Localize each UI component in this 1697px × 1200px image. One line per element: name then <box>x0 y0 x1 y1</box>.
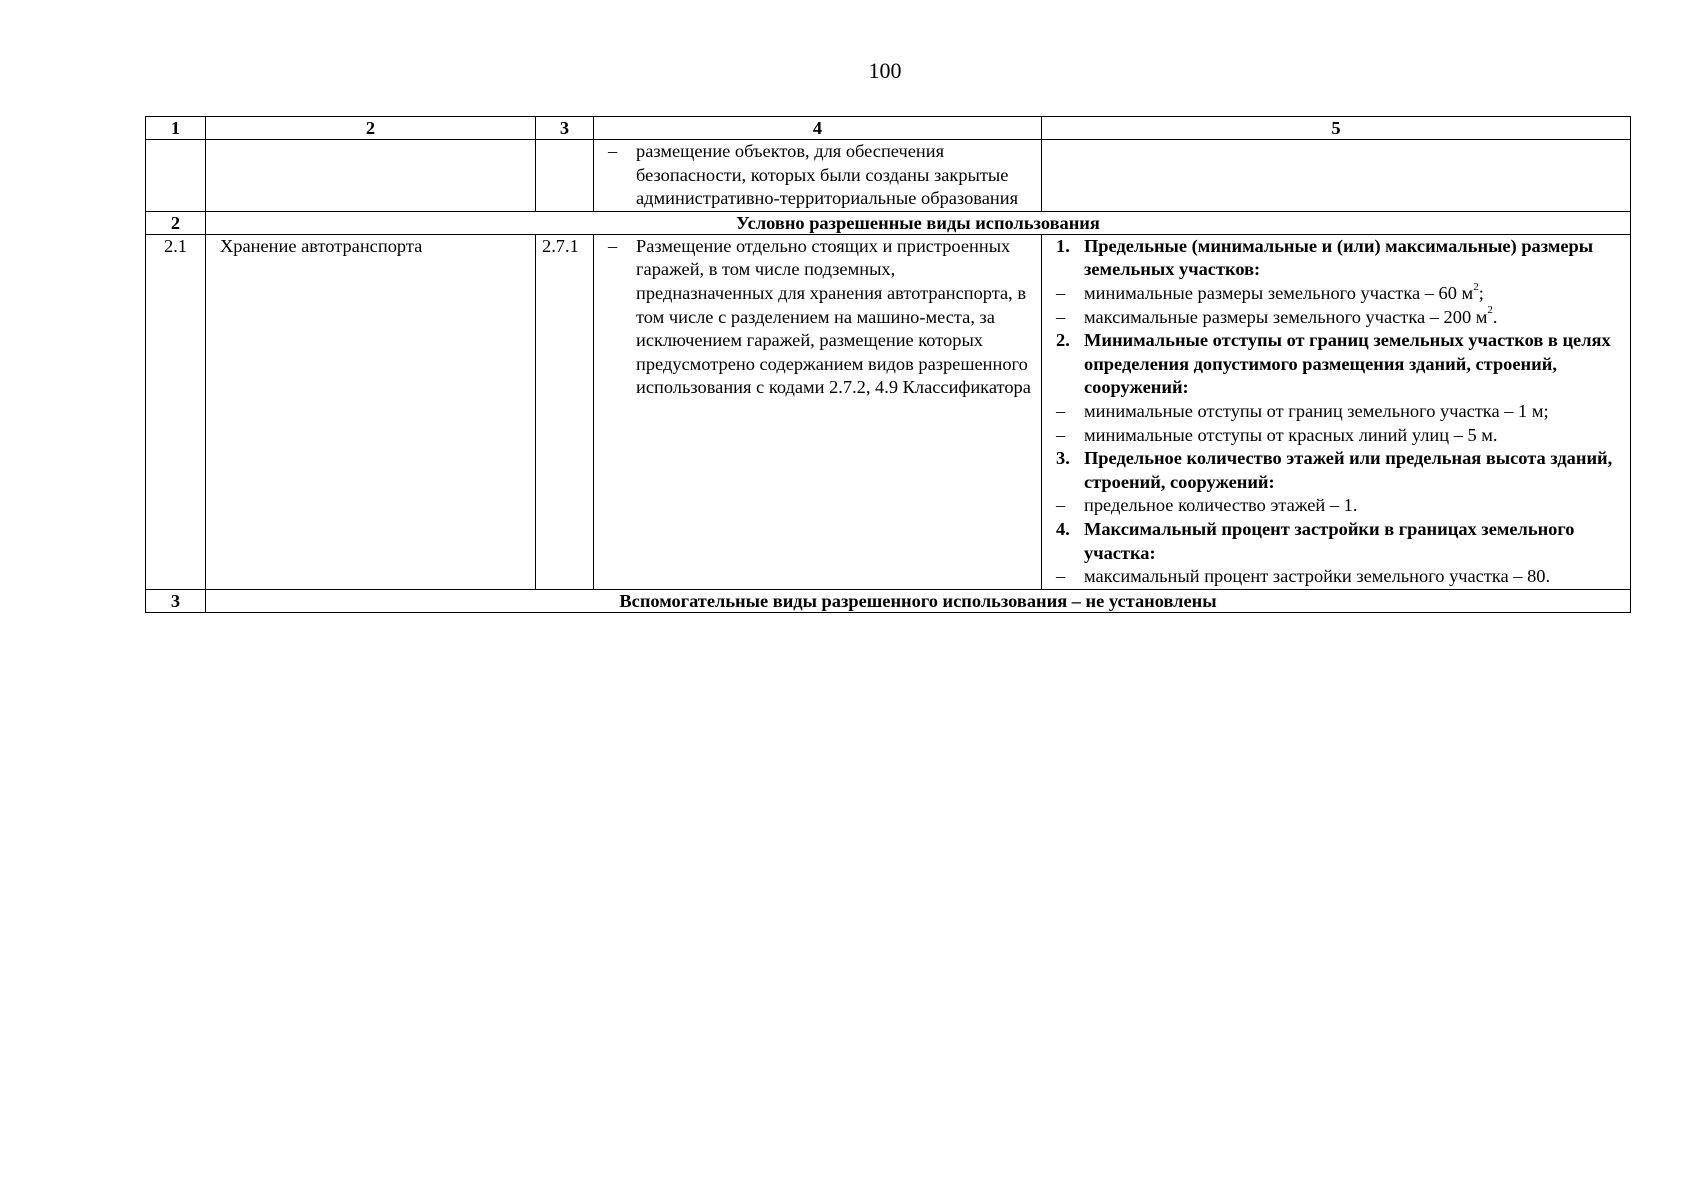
header-cell-4: 4 <box>594 117 1042 140</box>
section-title: Вспомогательные виды разрешенного использования – не установлены <box>206 589 1631 612</box>
continuation-description <box>594 140 1042 212</box>
use-name: Хранение автотранспорта <box>206 234 536 589</box>
list-item: – Размещение отдельно стоящих и пристроенных гаражей, в том числе подземных, предназначенных для хранения автотранспорта, в том числе с разделением на машино-места, за исключением гаражей, размещение которых предусмотрено содержанием видов разрешенного использования с кодами 2.7.2, 4.9 Классификатора <box>608 235 1031 398</box>
param-heading: 1. Предельные (минимальные и (или) максимальные) размеры земельных участков: <box>1056 235 1594 280</box>
row-number: 2.1 <box>146 234 206 589</box>
list-item: – минимальные размеры земельного участка – 60 $м^2$; <box>1056 280 1484 303</box>
table-header-row <box>146 117 1631 140</box>
list-item: – максимальный процент застройки земельного участка – 80. <box>1056 566 1551 587</box>
param-heading: 4. Максимальный процент застройки в границах земельного участка: <box>1056 518 1575 563</box>
list-item: – минимальные отступы от границ земельного участка – 1 м; <box>1056 400 1549 421</box>
land-use-table <box>145 116 1631 613</box>
list-item: – минимальные отступы от красных линий улиц – 5 м. <box>1056 424 1498 445</box>
section-row-3 <box>146 589 1631 612</box>
param-heading: 2. Минимальные отступы от границ земельных участков в целях определения допустимого размещения зданий, строений, сооружений: <box>1056 330 1611 398</box>
dash-marker: – <box>608 141 618 161</box>
param-heading: 3. Предельное количество этажей или предельная высота зданий, строений, сооружений: <box>1056 448 1613 492</box>
list-item: – максимальные размеры земельного участка – 200 $м^2$. <box>1056 304 1498 327</box>
section-title: Условно разрешенные виды использования <box>206 211 1631 234</box>
section-number: 2 <box>146 211 206 234</box>
header-cell-1: 1 <box>146 117 206 140</box>
use-code: 2.7.1 <box>536 234 594 589</box>
use-parameters <box>1042 234 1631 589</box>
page-number: 100 <box>868 58 902 83</box>
list-item: – размещение объектов, для обеспечения безопасности, которых были созданы закрытые административно-территориальные образования <box>608 141 1019 209</box>
header-cell-2: 2 <box>206 117 536 140</box>
use-description <box>594 234 1042 589</box>
section-number: 3 <box>146 589 206 612</box>
table-row-continuation <box>146 140 1631 212</box>
list-item: – предельное количество этажей – 1. <box>1056 495 1358 516</box>
dash-marker: – <box>608 235 618 256</box>
header-cell-3: 3 <box>536 117 594 140</box>
table-row-2-1 <box>146 234 1631 589</box>
section-row-2 <box>146 211 1631 234</box>
header-cell-5: 5 <box>1042 117 1631 140</box>
